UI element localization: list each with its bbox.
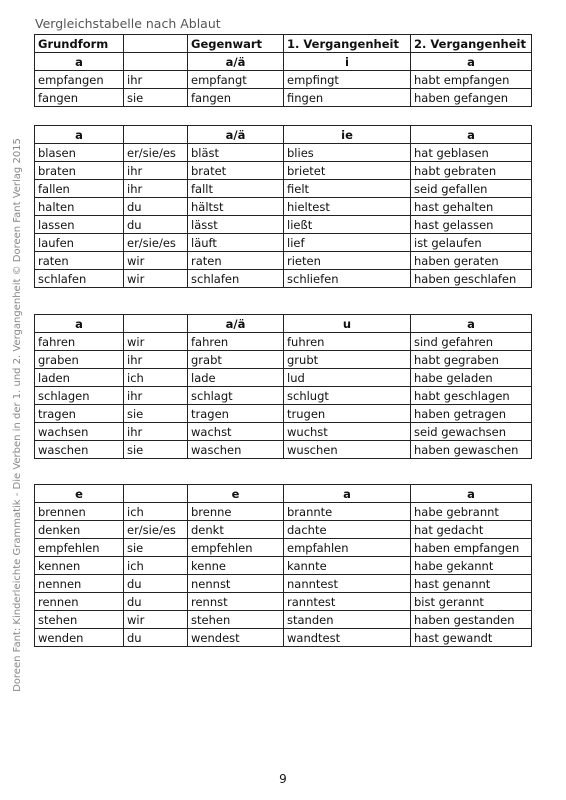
table-cell: halten — [35, 198, 124, 216]
table-cell: fingen — [284, 89, 411, 107]
table-cell: haben geraten — [411, 252, 532, 270]
table-cell: habt empfangen — [411, 71, 532, 89]
table-row — [35, 405, 532, 423]
table-cell: hieltest — [284, 198, 411, 216]
table-cell: bratet — [188, 162, 284, 180]
table-cell: haben getragen — [411, 405, 532, 423]
table-cell: laden — [35, 369, 124, 387]
table-cell: brietet — [284, 162, 411, 180]
table-cell: lassen — [35, 216, 124, 234]
vowel-cell: ie — [284, 126, 411, 144]
table-cell: wuchst — [284, 423, 411, 441]
table-cell: lade — [188, 369, 284, 387]
table-row — [35, 557, 532, 575]
table-cell: er/sie/es — [124, 234, 188, 252]
table-cell: blies — [284, 144, 411, 162]
table-cell: haben gestanden — [411, 611, 532, 629]
vowel-cell: a — [284, 485, 411, 503]
vowel-cell: u — [284, 315, 411, 333]
table-cell: ihr — [124, 180, 188, 198]
table-cell: kannte — [284, 557, 411, 575]
verb-table-4 — [34, 484, 532, 647]
page-number: 9 — [279, 772, 287, 786]
verb-table-1 — [34, 34, 532, 107]
table-cell: empfehlen — [188, 539, 284, 557]
table-body — [35, 71, 532, 107]
header-cell: 1. Vergangenheit — [284, 35, 411, 53]
table-cell: hast genannt — [411, 575, 532, 593]
table-cell: trugen — [284, 405, 411, 423]
table-cell: wir — [124, 270, 188, 288]
vowel-row — [35, 485, 532, 503]
table-cell: hältst — [188, 198, 284, 216]
table-cell: sind gefahren — [411, 333, 532, 351]
table-cell: hat geblasen — [411, 144, 532, 162]
table-row — [35, 162, 532, 180]
table-cell: fielt — [284, 180, 411, 198]
vowel-cell: a — [35, 53, 124, 71]
table-cell: grabt — [188, 351, 284, 369]
table-cell: schlugt — [284, 387, 411, 405]
table-cell: fangen — [188, 89, 284, 107]
copyright-sidebar: Doreen Fant: Kinderleichte Grammatik - Die Verben in der 1. und 2. Vergangenheit © Doreen Fant Verlag 2015 — [12, 138, 23, 692]
vowel-row — [35, 53, 532, 71]
table-cell: braten — [35, 162, 124, 180]
vowel-cell: e — [35, 485, 124, 503]
table-cell: habe gebrannt — [411, 503, 532, 521]
table-cell: kennen — [35, 557, 124, 575]
table-cell: habt gegraben — [411, 351, 532, 369]
table-cell: fallt — [188, 180, 284, 198]
table-cell: hast gelassen — [411, 216, 532, 234]
table-cell: laufen — [35, 234, 124, 252]
table-row — [35, 351, 532, 369]
table-row — [35, 521, 532, 539]
table-cell: ich — [124, 369, 188, 387]
table-cell: fuhren — [284, 333, 411, 351]
table-cell: wir — [124, 333, 188, 351]
table-cell: ist gelaufen — [411, 234, 532, 252]
table-row — [35, 144, 532, 162]
table-cell: habt geschlagen — [411, 387, 532, 405]
table-cell: kenne — [188, 557, 284, 575]
table-cell: ihr — [124, 71, 188, 89]
table-cell: empfahlen — [284, 539, 411, 557]
table-row — [35, 89, 532, 107]
table-row — [35, 423, 532, 441]
table-cell: hast gewandt — [411, 629, 532, 647]
table-cell: blasen — [35, 144, 124, 162]
table-row — [35, 629, 532, 647]
table-cell: du — [124, 198, 188, 216]
table-body — [35, 144, 532, 288]
table-cell: habe gekannt — [411, 557, 532, 575]
table-cell: lässt — [188, 216, 284, 234]
vowel-row — [35, 126, 532, 144]
table-cell: bist gerannt — [411, 593, 532, 611]
table-cell: waschen — [35, 441, 124, 459]
table-cell: brennen — [35, 503, 124, 521]
header-row — [35, 35, 532, 53]
table-body — [35, 333, 532, 459]
table-cell: sie — [124, 89, 188, 107]
table-row — [35, 198, 532, 216]
table-cell: ließt — [284, 216, 411, 234]
table-cell: haben geschlafen — [411, 270, 532, 288]
table-cell: hast gehalten — [411, 198, 532, 216]
vowel-cell — [124, 485, 188, 503]
table-cell: hat gedacht — [411, 521, 532, 539]
header-cell — [124, 35, 188, 53]
table-cell: wandtest — [284, 629, 411, 647]
table-cell: fangen — [35, 89, 124, 107]
table-cell: tragen — [188, 405, 284, 423]
table-cell: tragen — [35, 405, 124, 423]
table-cell: denken — [35, 521, 124, 539]
table-cell: sie — [124, 539, 188, 557]
table-row — [35, 387, 532, 405]
vowel-cell — [124, 315, 188, 333]
table-cell: sie — [124, 405, 188, 423]
vowel-cell: a/ä — [188, 53, 284, 71]
table-cell: standen — [284, 611, 411, 629]
table-cell: empfangt — [188, 71, 284, 89]
table-cell: rennen — [35, 593, 124, 611]
verb-table-3 — [34, 314, 532, 459]
vowel-cell: a/ä — [188, 126, 284, 144]
table-cell: brannte — [284, 503, 411, 521]
table-cell: stehen — [35, 611, 124, 629]
table-cell: du — [124, 575, 188, 593]
table-cell: du — [124, 593, 188, 611]
table-cell: seid gefallen — [411, 180, 532, 198]
table-row — [35, 216, 532, 234]
table-cell: empfehlen — [35, 539, 124, 557]
table-cell: wir — [124, 252, 188, 270]
table-cell: grubt — [284, 351, 411, 369]
table-cell: empfangen — [35, 71, 124, 89]
table-cell: haben gefangen — [411, 89, 532, 107]
vowel-cell: e — [188, 485, 284, 503]
vowel-cell: a — [411, 53, 532, 71]
vowel-cell: a/ä — [188, 315, 284, 333]
table-cell: empfingt — [284, 71, 411, 89]
table-cell: habe geladen — [411, 369, 532, 387]
vowel-cell: a — [411, 315, 532, 333]
header-cell: 2. Vergangenheit — [411, 35, 532, 53]
vowel-cell — [124, 53, 188, 71]
verb-table-2 — [34, 125, 532, 288]
table-row — [35, 234, 532, 252]
table-cell: lief — [284, 234, 411, 252]
table-cell: stehen — [188, 611, 284, 629]
table-cell: graben — [35, 351, 124, 369]
table-row — [35, 539, 532, 557]
table-row — [35, 503, 532, 521]
table-cell: waschen — [188, 441, 284, 459]
table-cell: ich — [124, 503, 188, 521]
table-cell: wuschen — [284, 441, 411, 459]
table-cell: seid gewachsen — [411, 423, 532, 441]
table-cell: brenne — [188, 503, 284, 521]
table-cell: fahren — [188, 333, 284, 351]
table-cell: bläst — [188, 144, 284, 162]
table-cell: schlafen — [35, 270, 124, 288]
header-cell: Grundform — [35, 35, 124, 53]
table-row — [35, 369, 532, 387]
table-cell: habt gebraten — [411, 162, 532, 180]
vowel-cell: i — [284, 53, 411, 71]
table-row — [35, 270, 532, 288]
table-cell: fallen — [35, 180, 124, 198]
table-cell: ranntest — [284, 593, 411, 611]
table-cell: wir — [124, 611, 188, 629]
table-cell: er/sie/es — [124, 144, 188, 162]
table-cell: wendest — [188, 629, 284, 647]
table-body — [35, 503, 532, 647]
table-cell: wenden — [35, 629, 124, 647]
table-cell: ihr — [124, 162, 188, 180]
table-cell: haben empfangen — [411, 539, 532, 557]
table-cell: wachsen — [35, 423, 124, 441]
table-cell: raten — [35, 252, 124, 270]
table-row — [35, 252, 532, 270]
table-cell: schlagen — [35, 387, 124, 405]
table-cell: ich — [124, 557, 188, 575]
vowel-cell: a — [411, 126, 532, 144]
table-cell: nennen — [35, 575, 124, 593]
table-cell: du — [124, 629, 188, 647]
table-cell: ihr — [124, 423, 188, 441]
table-row — [35, 180, 532, 198]
table-cell: du — [124, 216, 188, 234]
table-row — [35, 593, 532, 611]
table-cell: nanntest — [284, 575, 411, 593]
table-cell: raten — [188, 252, 284, 270]
table-cell: fahren — [35, 333, 124, 351]
table-cell: ihr — [124, 387, 188, 405]
table-cell: läuft — [188, 234, 284, 252]
table-row — [35, 71, 532, 89]
table-row — [35, 611, 532, 629]
vowel-row — [35, 315, 532, 333]
table-cell: denkt — [188, 521, 284, 539]
table-cell: haben gewaschen — [411, 441, 532, 459]
vowel-cell: a — [411, 485, 532, 503]
table-cell: dachte — [284, 521, 411, 539]
vowel-cell — [124, 126, 188, 144]
table-cell: wachst — [188, 423, 284, 441]
vowel-cell: a — [35, 126, 124, 144]
table-cell: schlafen — [188, 270, 284, 288]
vowel-cell: a — [35, 315, 124, 333]
page-title: Vergleichstabelle nach Ablaut — [35, 16, 221, 31]
table-cell: ihr — [124, 351, 188, 369]
table-row — [35, 575, 532, 593]
table-cell: sie — [124, 441, 188, 459]
table-cell: schlagt — [188, 387, 284, 405]
table-row — [35, 333, 532, 351]
table-cell: schliefen — [284, 270, 411, 288]
table-cell: er/sie/es — [124, 521, 188, 539]
header-cell: Gegenwart — [188, 35, 284, 53]
table-row — [35, 441, 532, 459]
table-cell: nennst — [188, 575, 284, 593]
table-cell: rennst — [188, 593, 284, 611]
table-cell: lud — [284, 369, 411, 387]
table-cell: rieten — [284, 252, 411, 270]
